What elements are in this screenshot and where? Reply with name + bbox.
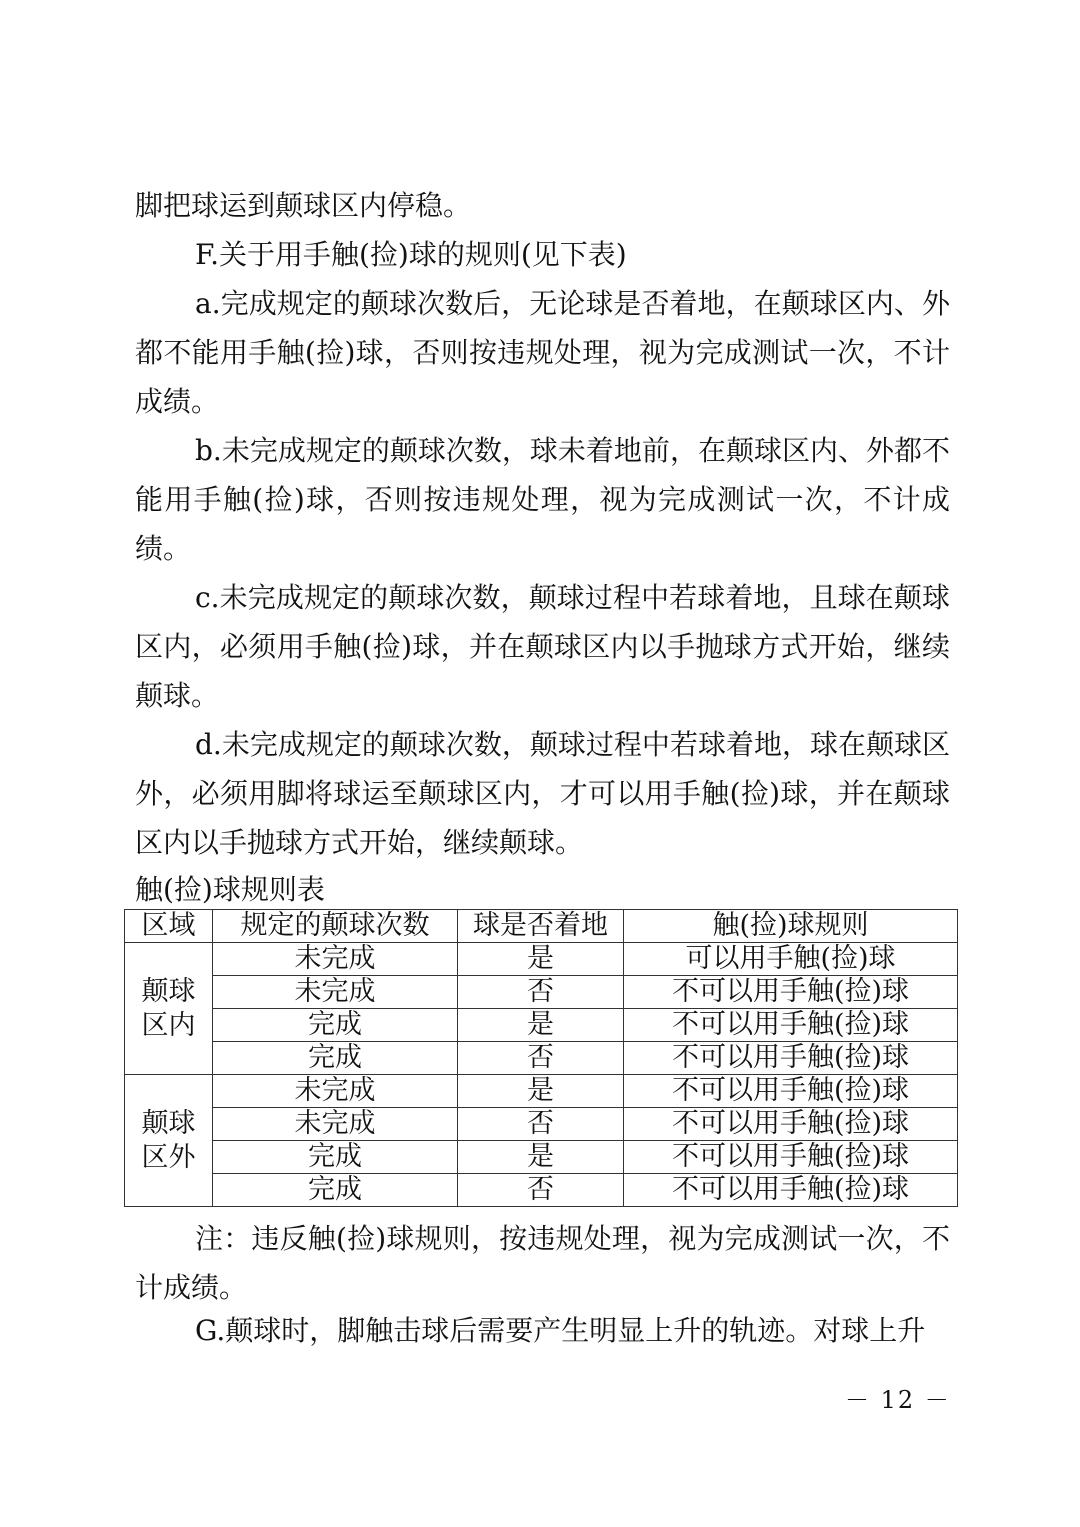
grounded-cell: 是 <box>458 1075 624 1108</box>
zone-cell-inside: 颠球区内 <box>125 943 213 1075</box>
grounded-cell: 否 <box>458 1108 624 1141</box>
rule-cell: 不可以用手触(捡)球 <box>624 1009 958 1042</box>
table-row <box>125 1141 958 1174</box>
count-cell: 完成 <box>213 1141 458 1174</box>
table-row <box>125 976 958 1009</box>
table-row <box>125 1009 958 1042</box>
table-header-row <box>125 910 958 943</box>
count-cell: 完成 <box>213 1042 458 1075</box>
grounded-cell: 是 <box>458 1141 624 1174</box>
rule-cell: 不可以用手触(捡)球 <box>624 1075 958 1108</box>
paragraph-continuation: 脚把球运到颠球区内停稳。 <box>135 189 472 222</box>
table-caption: 触(捡)球规则表 <box>135 873 325 906</box>
grounded-cell: 否 <box>458 976 624 1009</box>
count-cell: 完成 <box>213 1174 458 1207</box>
paragraph-rule-c: c.未完成规定的颠球次数，颠球过程中若球着地，且球在颠球区内，必须用手触(捡)球，并在颠球区内以手抛球方式开始，继续颠球。 <box>135 581 950 712</box>
header-zone: 区域 <box>125 910 213 943</box>
count-cell: 未完成 <box>213 943 458 976</box>
paragraph-rule-d: d.未完成规定的颠球次数，颠球过程中若球着地，球在颠球区外，必须用脚将球运至颠球区内，才可以用手触(捡)球，并在颠球区内以手抛球方式开始，继续颠球。 <box>135 728 950 859</box>
paragraph-rule-g: G.颠球时，脚触击球后需要产生明显上升的轨迹。对球上升 <box>195 1314 926 1347</box>
paragraph-rule-a: a.完成规定的颠球次数后，无论球是否着地，在颠球区内、外都不能用手触(捡)球，否则按违规处理，视为完成测试一次，不计成绩。 <box>135 287 950 418</box>
grounded-cell: 否 <box>458 1174 624 1207</box>
zone-cell-outside: 颠球区外 <box>125 1075 213 1207</box>
grounded-cell: 否 <box>458 1042 624 1075</box>
rule-cell: 不可以用手触(捡)球 <box>624 1042 958 1075</box>
count-cell: 完成 <box>213 1009 458 1042</box>
table-row <box>125 1174 958 1207</box>
rule-cell: 不可以用手触(捡)球 <box>624 1108 958 1141</box>
count-cell: 未完成 <box>213 976 458 1009</box>
rule-cell: 不可以用手触(捡)球 <box>624 976 958 1009</box>
page-number: － 12 － <box>845 1386 951 1414</box>
table-row <box>125 943 958 976</box>
table-note: 注：违反触(捡)球规则，按违规处理，视为完成测试一次，不计成绩。 <box>135 1222 950 1304</box>
rule-cell: 不可以用手触(捡)球 <box>624 1141 958 1174</box>
header-ball-grounded: 球是否着地 <box>458 910 624 943</box>
paragraph-rule-b: b.未完成规定的颠球次数，球未着地前，在颠球区内、外都不能用手触(捡)球，否则按违规处理，视为完成测试一次，不计成绩。 <box>135 434 950 565</box>
rules-table <box>124 909 958 1207</box>
count-cell: 未完成 <box>213 1108 458 1141</box>
rule-cell: 可以用手触(捡)球 <box>624 943 958 976</box>
header-required-count: 规定的颠球次数 <box>213 910 458 943</box>
header-touch-rule: 触(捡)球规则 <box>624 910 958 943</box>
table-row <box>125 1042 958 1075</box>
grounded-cell: 是 <box>458 943 624 976</box>
table-row <box>125 1075 958 1108</box>
table-row <box>125 1108 958 1141</box>
rule-cell: 不可以用手触(捡)球 <box>624 1174 958 1207</box>
paragraph-rule-f-heading: F.关于用手触(捡)球的规则(见下表) <box>195 238 627 271</box>
grounded-cell: 是 <box>458 1009 624 1042</box>
count-cell: 未完成 <box>213 1075 458 1108</box>
